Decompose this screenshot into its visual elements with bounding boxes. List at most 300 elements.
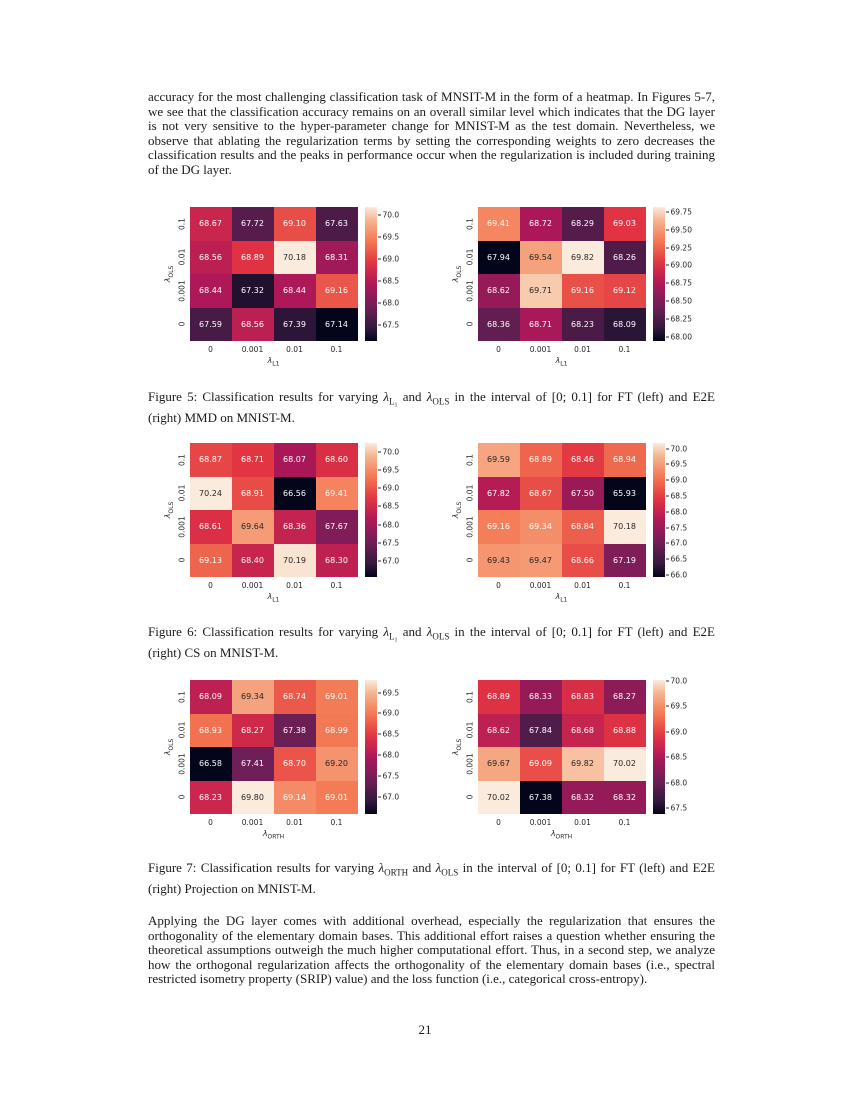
lambda-subscript: OLS <box>455 738 463 751</box>
figure6-left-heatmap <box>164 443 412 605</box>
tick-mark <box>666 301 669 302</box>
colorbar-tick <box>666 243 692 252</box>
colorbar-tick <box>666 523 688 532</box>
colorbar-tick-label: 69.5 <box>670 701 688 711</box>
lambda-symbol: λ <box>451 750 461 756</box>
heatmap-cell: 68.89 <box>478 680 520 714</box>
heatmap-cell: 69.01 <box>316 781 358 815</box>
tick-mark <box>378 734 381 735</box>
y-tick-label: 0.001 <box>177 516 187 538</box>
x-tick-label: 0.01 <box>286 818 303 827</box>
y-tick-label: 0.001 <box>177 753 187 775</box>
colorbar-tick-label: 69.0 <box>670 727 688 737</box>
lambda-symbol: λ <box>555 356 561 365</box>
y-tick-label: 0.01 <box>465 484 475 502</box>
colorbar-tick <box>378 709 400 718</box>
lambda-subscript: OLS <box>455 501 463 514</box>
figure7-caption <box>148 860 715 897</box>
colorbar-tick-label: 70.0 <box>382 210 400 220</box>
heatmap-cell: 69.34 <box>232 680 274 714</box>
colorbar-tick <box>378 771 400 780</box>
colorbar-tick-label: 67.0 <box>670 538 688 548</box>
colorbar-tick <box>666 208 692 217</box>
figure6-right-heatmap <box>452 443 700 605</box>
colorbar-tick <box>666 279 692 288</box>
x-tick-label: 0.1 <box>618 818 631 827</box>
lambda-subscript: OLS <box>432 631 450 642</box>
colorbar-tick <box>378 447 400 456</box>
y-axis-label <box>452 443 463 577</box>
heatmap-grid <box>190 680 358 814</box>
x-axis-label <box>478 592 646 605</box>
heatmap-grid <box>190 207 358 341</box>
heatmap-cell: 68.60 <box>316 443 358 477</box>
heatmap-cell: 67.38 <box>520 781 562 815</box>
heatmap-cell: 70.24 <box>190 477 232 511</box>
lambda-symbol: λ <box>383 389 389 404</box>
colorbar-tick-label: 69.0 <box>382 254 400 264</box>
y-axis-label <box>452 680 463 814</box>
lambda-symbol: λ <box>555 592 561 601</box>
figure6-caption <box>148 624 715 661</box>
x-axis-ticks <box>190 814 358 829</box>
heatmap-cell: 67.59 <box>190 308 232 342</box>
heatmap-cell: 70.19 <box>274 544 316 578</box>
y-axis-label <box>164 443 175 577</box>
tick-mark <box>666 480 669 481</box>
colorbar-tick <box>666 444 688 453</box>
x-axis-ticks <box>190 341 358 356</box>
colorbar-tick <box>666 555 688 564</box>
tick-mark <box>378 281 381 282</box>
heatmap-cell: 69.16 <box>316 274 358 308</box>
heatmap-cell: 69.09 <box>520 747 562 781</box>
heatmap-cell: 69.14 <box>274 781 316 815</box>
tick-mark <box>666 265 669 266</box>
lambda-symbol: λ <box>163 513 173 519</box>
colorbar-tick-label: 68.50 <box>670 296 692 306</box>
y-axis-ticks <box>175 443 190 577</box>
lambda-subscript: OLS <box>455 265 463 278</box>
heatmap-cell: 68.61 <box>190 510 232 544</box>
heatmap-cell: 68.36 <box>478 308 520 342</box>
heatmap-cell: 68.09 <box>190 680 232 714</box>
colorbar-tick <box>378 277 400 286</box>
lambda-symbol: λ <box>426 624 433 639</box>
heatmap-cell: 68.67 <box>190 207 232 241</box>
y-tick-label: 0.001 <box>177 280 187 302</box>
colorbar-tick <box>666 297 692 306</box>
heatmap-cell: 68.56 <box>190 241 232 275</box>
heatmap-grid <box>478 207 646 341</box>
heatmap-cell: 68.62 <box>478 714 520 748</box>
heatmap-cell: 67.39 <box>274 308 316 342</box>
x-tick-label: 0.01 <box>574 581 591 590</box>
y-axis-ticks <box>463 680 478 814</box>
heatmap-cell: 69.34 <box>520 510 562 544</box>
colorbar-tick-label: 69.25 <box>670 243 692 253</box>
caption-text: Figure 6: Classification results for varying <box>148 624 384 639</box>
heatmap-cell: 68.72 <box>520 207 562 241</box>
colorbar-tick-label: 67.5 <box>670 803 688 813</box>
tick-mark <box>666 247 669 248</box>
colorbar-tick <box>666 539 688 548</box>
colorbar <box>358 443 378 577</box>
colorbar-tick-label: 68.5 <box>670 491 688 501</box>
heatmap-cell: 69.82 <box>562 747 604 781</box>
heatmap-cell: 66.56 <box>274 477 316 511</box>
tick-mark <box>666 559 669 560</box>
lambda-subscript: ORTH <box>384 867 409 878</box>
heatmap-cell: 69.43 <box>478 544 520 578</box>
lambda-symbol: λ <box>550 829 556 838</box>
tick-mark <box>666 448 669 449</box>
x-tick-label: 0 <box>496 345 501 354</box>
caption-text: and <box>408 860 436 875</box>
colorbar-tick <box>378 520 400 529</box>
heatmap-cell: 69.64 <box>232 510 274 544</box>
heatmap-cell: 67.63 <box>316 207 358 241</box>
colorbar-tick <box>378 730 400 739</box>
y-axis-ticks <box>175 207 190 341</box>
colorbar-ticks <box>666 676 700 814</box>
heatmap-cell: 67.67 <box>316 510 358 544</box>
x-tick-label: 0.001 <box>241 581 264 590</box>
heatmap-cell: 68.62 <box>478 274 520 308</box>
heatmap-cell: 68.89 <box>520 443 562 477</box>
colorbar-tick-label: 68.5 <box>670 752 688 762</box>
heatmap-cell: 69.54 <box>520 241 562 275</box>
lambda-subscript: ORTH <box>555 833 573 841</box>
heatmap-cell: 67.19 <box>604 544 646 578</box>
heatmap-cell: 68.07 <box>274 443 316 477</box>
heatmap-cell: 68.44 <box>190 274 232 308</box>
lambda-subscript: L₁ <box>388 396 398 407</box>
heatmap-cell: 70.18 <box>604 510 646 544</box>
colorbar-tick-label: 69.5 <box>670 459 688 469</box>
colorbar-tick <box>666 778 688 787</box>
y-tick-label: 0.01 <box>465 248 475 266</box>
lambda-symbol: λ <box>262 829 268 838</box>
heatmap-cell: 68.66 <box>562 544 604 578</box>
lambda-subscript: OLS <box>167 501 175 514</box>
colorbar-tick <box>378 299 400 308</box>
heatmap-grid <box>478 680 646 814</box>
tick-mark <box>378 303 381 304</box>
tick-mark <box>666 212 669 213</box>
heatmap-cell: 68.36 <box>274 510 316 544</box>
figure5-left-heatmap <box>164 207 412 369</box>
figure5-caption <box>148 389 715 426</box>
heatmap-cell: 70.02 <box>478 781 520 815</box>
figure7-right-heatmap <box>451 676 700 842</box>
body-paragraph-1: accuracy for the most challenging classification task of MNSIT-M in the form of a heatmap. In Figures 5-7, we see that the classification accuracy remains on an overall similar level which indicates that the DG layer is not very sensitive to the hyper-parameter change for MNIST-M as the test domain. Nevertheless, we observe that ablating the regularization terms by setting the corresponding weights to zero decreases the classification results and the peaks in performance occur when the regularization is included during training of the DG layer. <box>148 89 715 177</box>
x-tick-label: 0 <box>208 581 213 590</box>
figure5-right-heatmap <box>452 207 700 369</box>
x-tick-label: 0.001 <box>529 818 552 827</box>
colorbar-tick <box>666 570 688 579</box>
tick-mark <box>378 692 381 693</box>
y-tick-label: 0.1 <box>177 453 187 466</box>
heatmap-cell: 68.32 <box>604 781 646 815</box>
colorbar-tick <box>666 491 688 500</box>
y-tick-label: 0.1 <box>465 453 475 466</box>
colorbar-tick-label: 68.0 <box>382 298 400 308</box>
lambda-subscript: L1 <box>560 596 568 604</box>
colorbar-tick-label: 67.0 <box>382 556 400 566</box>
colorbar <box>646 207 666 341</box>
y-tick-label: 0.1 <box>177 690 187 703</box>
colorbar-tick-label: 68.25 <box>670 314 692 324</box>
colorbar-tick-label: 68.75 <box>670 278 692 288</box>
x-axis-label <box>190 592 358 605</box>
colorbar-tick-label: 69.75 <box>670 207 692 217</box>
colorbar-tick <box>666 476 688 485</box>
x-axis-ticks <box>478 341 646 356</box>
lambda-subscript: L1 <box>272 596 280 604</box>
x-tick-label: 0.1 <box>330 818 343 827</box>
colorbar-tick-label: 69.00 <box>670 260 692 270</box>
tick-mark <box>666 283 669 284</box>
heatmap-cell: 68.29 <box>562 207 604 241</box>
colorbar-tick-label: 69.5 <box>382 232 400 242</box>
heatmap-cell: 70.02 <box>604 747 646 781</box>
heatmap-cell: 69.20 <box>316 747 358 781</box>
colorbar-tick-label: 67.5 <box>382 538 400 548</box>
figure7-left-heatmap <box>164 680 412 842</box>
colorbar <box>646 680 666 814</box>
heatmap-cell: 68.94 <box>604 443 646 477</box>
x-tick-label: 0.01 <box>574 345 591 354</box>
tick-mark <box>666 511 669 512</box>
caption-text: in the interval of [0; 0.1] for FT (left) and E2E (right) CS on MNIST-M. <box>148 624 715 661</box>
colorbar-tick-label: 70.0 <box>670 444 688 454</box>
tick-mark <box>666 782 669 783</box>
heatmap-cell: 68.99 <box>316 714 358 748</box>
x-tick-label: 0 <box>208 818 213 827</box>
colorbar-ticks <box>378 680 412 814</box>
colorbar <box>358 207 378 341</box>
colorbar-tick-label: 70.0 <box>382 447 400 457</box>
colorbar-tick-label: 68.00 <box>670 332 692 342</box>
tick-mark <box>378 506 381 507</box>
tick-mark <box>666 527 669 528</box>
lambda-subscript: L₁ <box>388 631 398 642</box>
heatmap-cell: 67.14 <box>316 308 358 342</box>
x-tick-label: 0 <box>208 345 213 354</box>
x-tick-label: 0.001 <box>529 581 552 590</box>
y-axis-label <box>164 207 175 341</box>
colorbar-tick <box>666 753 688 762</box>
tick-mark <box>666 706 669 707</box>
tick-mark <box>666 543 669 544</box>
heatmap-cell: 69.16 <box>478 510 520 544</box>
tick-mark <box>378 469 381 470</box>
heatmap-cell: 69.03 <box>604 207 646 241</box>
heatmap-cell: 68.27 <box>604 680 646 714</box>
colorbar-gradient <box>365 207 377 341</box>
colorbar-tick <box>378 232 400 241</box>
x-axis-ticks <box>478 814 646 829</box>
heatmap-cell: 67.41 <box>232 747 274 781</box>
tick-mark <box>378 754 381 755</box>
y-axis-ticks <box>175 680 190 814</box>
lambda-symbol: λ <box>426 389 433 404</box>
heatmap-cell: 67.38 <box>274 714 316 748</box>
heatmap-cell: 68.93 <box>190 714 232 748</box>
figure5-row <box>148 207 715 369</box>
tick-mark <box>378 325 381 326</box>
heatmap-cell: 68.26 <box>604 241 646 275</box>
colorbar-ticks <box>666 207 700 341</box>
heatmap-grid <box>478 443 646 577</box>
x-tick-label: 0.1 <box>330 345 343 354</box>
colorbar-tick-label: 68.0 <box>382 520 400 530</box>
heatmap-cell: 68.74 <box>274 680 316 714</box>
heatmap-cell: 68.71 <box>520 308 562 342</box>
heatmap-cell: 67.82 <box>478 477 520 511</box>
lambda-subscript: OLS <box>167 265 175 278</box>
lambda-symbol: λ <box>163 277 173 283</box>
y-tick-label: 0.001 <box>465 516 475 538</box>
y-tick-label: 0 <box>177 794 187 800</box>
colorbar-tick <box>378 502 400 511</box>
heatmap-cell: 68.84 <box>562 510 604 544</box>
heatmap-cell: 69.80 <box>232 781 274 815</box>
heatmap-cell: 68.88 <box>604 714 646 748</box>
tick-mark <box>378 524 381 525</box>
tick-mark <box>666 681 669 682</box>
y-tick-label: 0 <box>465 321 475 327</box>
colorbar-tick <box>666 702 688 711</box>
heatmap-cell: 69.01 <box>316 680 358 714</box>
heatmap-cell: 69.67 <box>478 747 520 781</box>
tick-mark <box>378 560 381 561</box>
colorbar-tick <box>666 460 688 469</box>
heatmap-cell: 67.50 <box>562 477 604 511</box>
body-paragraph-2: Applying the DG layer comes with additional overhead, especially the regularization that ensures the orthogonality of the elementary domain bases. This additional effort raises a question whether ensuring the theoretical assumptions outweigh the much higher computational effort. Thus, in a second step, we analyze how the orthogonal regularization affects the orthogonality of the elementary domain bases (i.e., spectral restricted isometry property (SRIP) value) and the loss function (i.e., categorical cross-entropy). <box>148 913 715 987</box>
tick-mark <box>378 451 381 452</box>
colorbar-tick-label: 68.5 <box>382 729 400 739</box>
heatmap-cell: 67.94 <box>478 241 520 275</box>
lambda-subscript: OLS <box>167 738 175 751</box>
lambda-subscript: ORTH <box>267 833 285 841</box>
y-axis-ticks <box>463 443 478 577</box>
heatmap-cell: 68.32 <box>562 781 604 815</box>
colorbar-tick-label: 68.0 <box>670 507 688 517</box>
x-tick-label: 0.1 <box>330 581 343 590</box>
lambda-symbol: λ <box>451 513 461 519</box>
x-axis-ticks <box>478 577 646 592</box>
x-tick-label: 0.1 <box>618 345 631 354</box>
lambda-symbol: λ <box>435 860 442 875</box>
tick-mark <box>666 731 669 732</box>
x-axis-ticks <box>190 577 358 592</box>
heatmap-cell: 68.89 <box>232 241 274 275</box>
colorbar-gradient <box>365 680 377 814</box>
tick-mark <box>666 336 669 337</box>
heatmap-cell: 68.56 <box>232 308 274 342</box>
tick-mark <box>378 796 381 797</box>
heatmap-cell: 67.84 <box>520 714 562 748</box>
heatmap-cell: 69.16 <box>562 274 604 308</box>
heatmap-cell: 66.58 <box>190 747 232 781</box>
tick-mark <box>666 807 669 808</box>
colorbar-tick <box>378 792 400 801</box>
colorbar-tick-label: 68.5 <box>382 501 400 511</box>
colorbar-tick <box>666 314 692 323</box>
heatmap-cell: 68.31 <box>316 241 358 275</box>
heatmap-grid <box>190 443 358 577</box>
tick-mark <box>378 713 381 714</box>
colorbar-tick <box>378 538 400 547</box>
heatmap-cell: 69.10 <box>274 207 316 241</box>
colorbar-tick-label: 69.5 <box>382 465 400 475</box>
colorbar-tick-label: 68.5 <box>382 276 400 286</box>
x-tick-label: 0.01 <box>286 345 303 354</box>
colorbar-tick <box>666 332 692 341</box>
colorbar-tick <box>666 677 688 686</box>
heatmap-cell: 68.91 <box>232 477 274 511</box>
x-tick-label: 0 <box>496 581 501 590</box>
heatmap-cell: 69.59 <box>478 443 520 477</box>
caption-text: in the interval of [0; 0.1] for FT (left) and E2E (right) Projection on MNIST-M. <box>148 860 715 897</box>
colorbar-tick <box>378 255 400 264</box>
colorbar-tick <box>378 750 400 759</box>
lambda-symbol: λ <box>378 860 385 875</box>
heatmap-cell: 68.68 <box>562 714 604 748</box>
y-tick-label: 0.01 <box>177 484 187 502</box>
colorbar-tick <box>378 688 400 697</box>
figure7-row <box>148 676 715 842</box>
tick-mark <box>666 318 669 319</box>
lambda-symbol: λ <box>267 356 273 365</box>
heatmap-cell: 69.13 <box>190 544 232 578</box>
x-tick-label: 0.001 <box>529 345 552 354</box>
tick-mark <box>378 214 381 215</box>
heatmap-cell: 67.32 <box>232 274 274 308</box>
colorbar-tick-label: 68.0 <box>670 778 688 788</box>
heatmap-cell: 67.72 <box>232 207 274 241</box>
tick-mark <box>666 574 669 575</box>
tick-mark <box>666 229 669 230</box>
heatmap-cell: 69.12 <box>604 274 646 308</box>
colorbar-tick-label: 66.0 <box>670 570 688 580</box>
x-tick-label: 0.1 <box>618 581 631 590</box>
heatmap-cell: 68.67 <box>520 477 562 511</box>
colorbar-tick-label: 69.0 <box>382 708 400 718</box>
colorbar-tick-label: 67.5 <box>382 320 400 330</box>
colorbar-tick <box>666 225 692 234</box>
y-tick-label: 0.1 <box>177 217 187 230</box>
heatmap-cell: 65.93 <box>604 477 646 511</box>
y-tick-label: 0 <box>465 557 475 563</box>
colorbar-gradient <box>365 443 377 577</box>
caption-text: Figure 7: Classification results for varying <box>148 860 379 875</box>
y-axis-ticks <box>463 207 478 341</box>
heatmap-cell: 69.41 <box>478 207 520 241</box>
colorbar-ticks <box>666 443 700 580</box>
colorbar-tick-label: 69.50 <box>670 225 692 235</box>
x-axis-label <box>190 356 358 369</box>
tick-mark <box>378 775 381 776</box>
caption-text: Figure 5: Classification results for varying <box>148 389 384 404</box>
colorbar-tick <box>378 484 400 493</box>
colorbar-tick-label: 69.0 <box>670 475 688 485</box>
heatmap-cell: 68.33 <box>520 680 562 714</box>
colorbar <box>646 443 666 577</box>
y-tick-label: 0.001 <box>465 280 475 302</box>
